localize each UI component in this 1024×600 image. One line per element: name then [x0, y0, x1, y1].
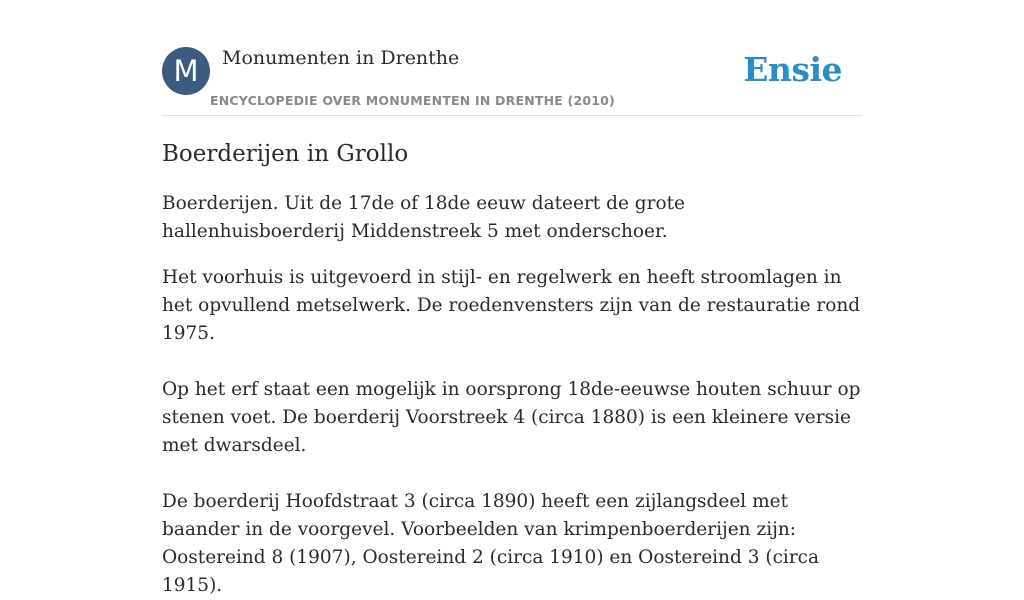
source-header: [162, 44, 862, 116]
article-paragraph-3: Op het erf staat een mogelijk in oorsprong 18de-eeuwse houten schuur op stenen voet. De boerderij Voorstreek 4 (circa 1880) is een kleinere versie met dwarsdeel.: [162, 379, 861, 456]
article-paragraph-1: Boerderijen. Uit de 17de of 18de eeuw dateert de grote hallenhuisboerderij Middenstreek 5 met onderschoer.: [162, 193, 685, 242]
article-paragraph-4: De boerderij Hoofdstraat 3 (circa 1890) heeft een zijlangsdeel met baander in de voorgevel. Voorbeelden van krimpenboerderijen zijn: Oostereind 8 (1907), Oostereind 2 (circa 1910) en Oostereind 3 (circa 1915).: [162, 491, 820, 596]
paragraph-spacer: [162, 348, 867, 376]
article-body: [162, 138, 867, 600]
article-paragraph-2: Het voorhuis is uitgevoerd in stijl- en regelwerk en heeft stroomlagen in het opvullend metselwerk. De roedenvensters zijn van de restauratie rond 1975.: [162, 267, 861, 344]
source-subtitle: ENCYCLOPEDIE OVER MONUMENTEN IN DRENTHE (2010): [210, 93, 615, 108]
source-title-link[interactable]: Monumenten in Drenthe: [222, 47, 460, 69]
ensie-logo-link[interactable]: Ensie: [743, 50, 842, 89]
header-divider: [162, 115, 862, 116]
paragraph-spacer: [162, 460, 867, 488]
source-avatar[interactable]: M: [162, 47, 210, 95]
article-title: Boerderijen in Grollo: [162, 141, 409, 167]
